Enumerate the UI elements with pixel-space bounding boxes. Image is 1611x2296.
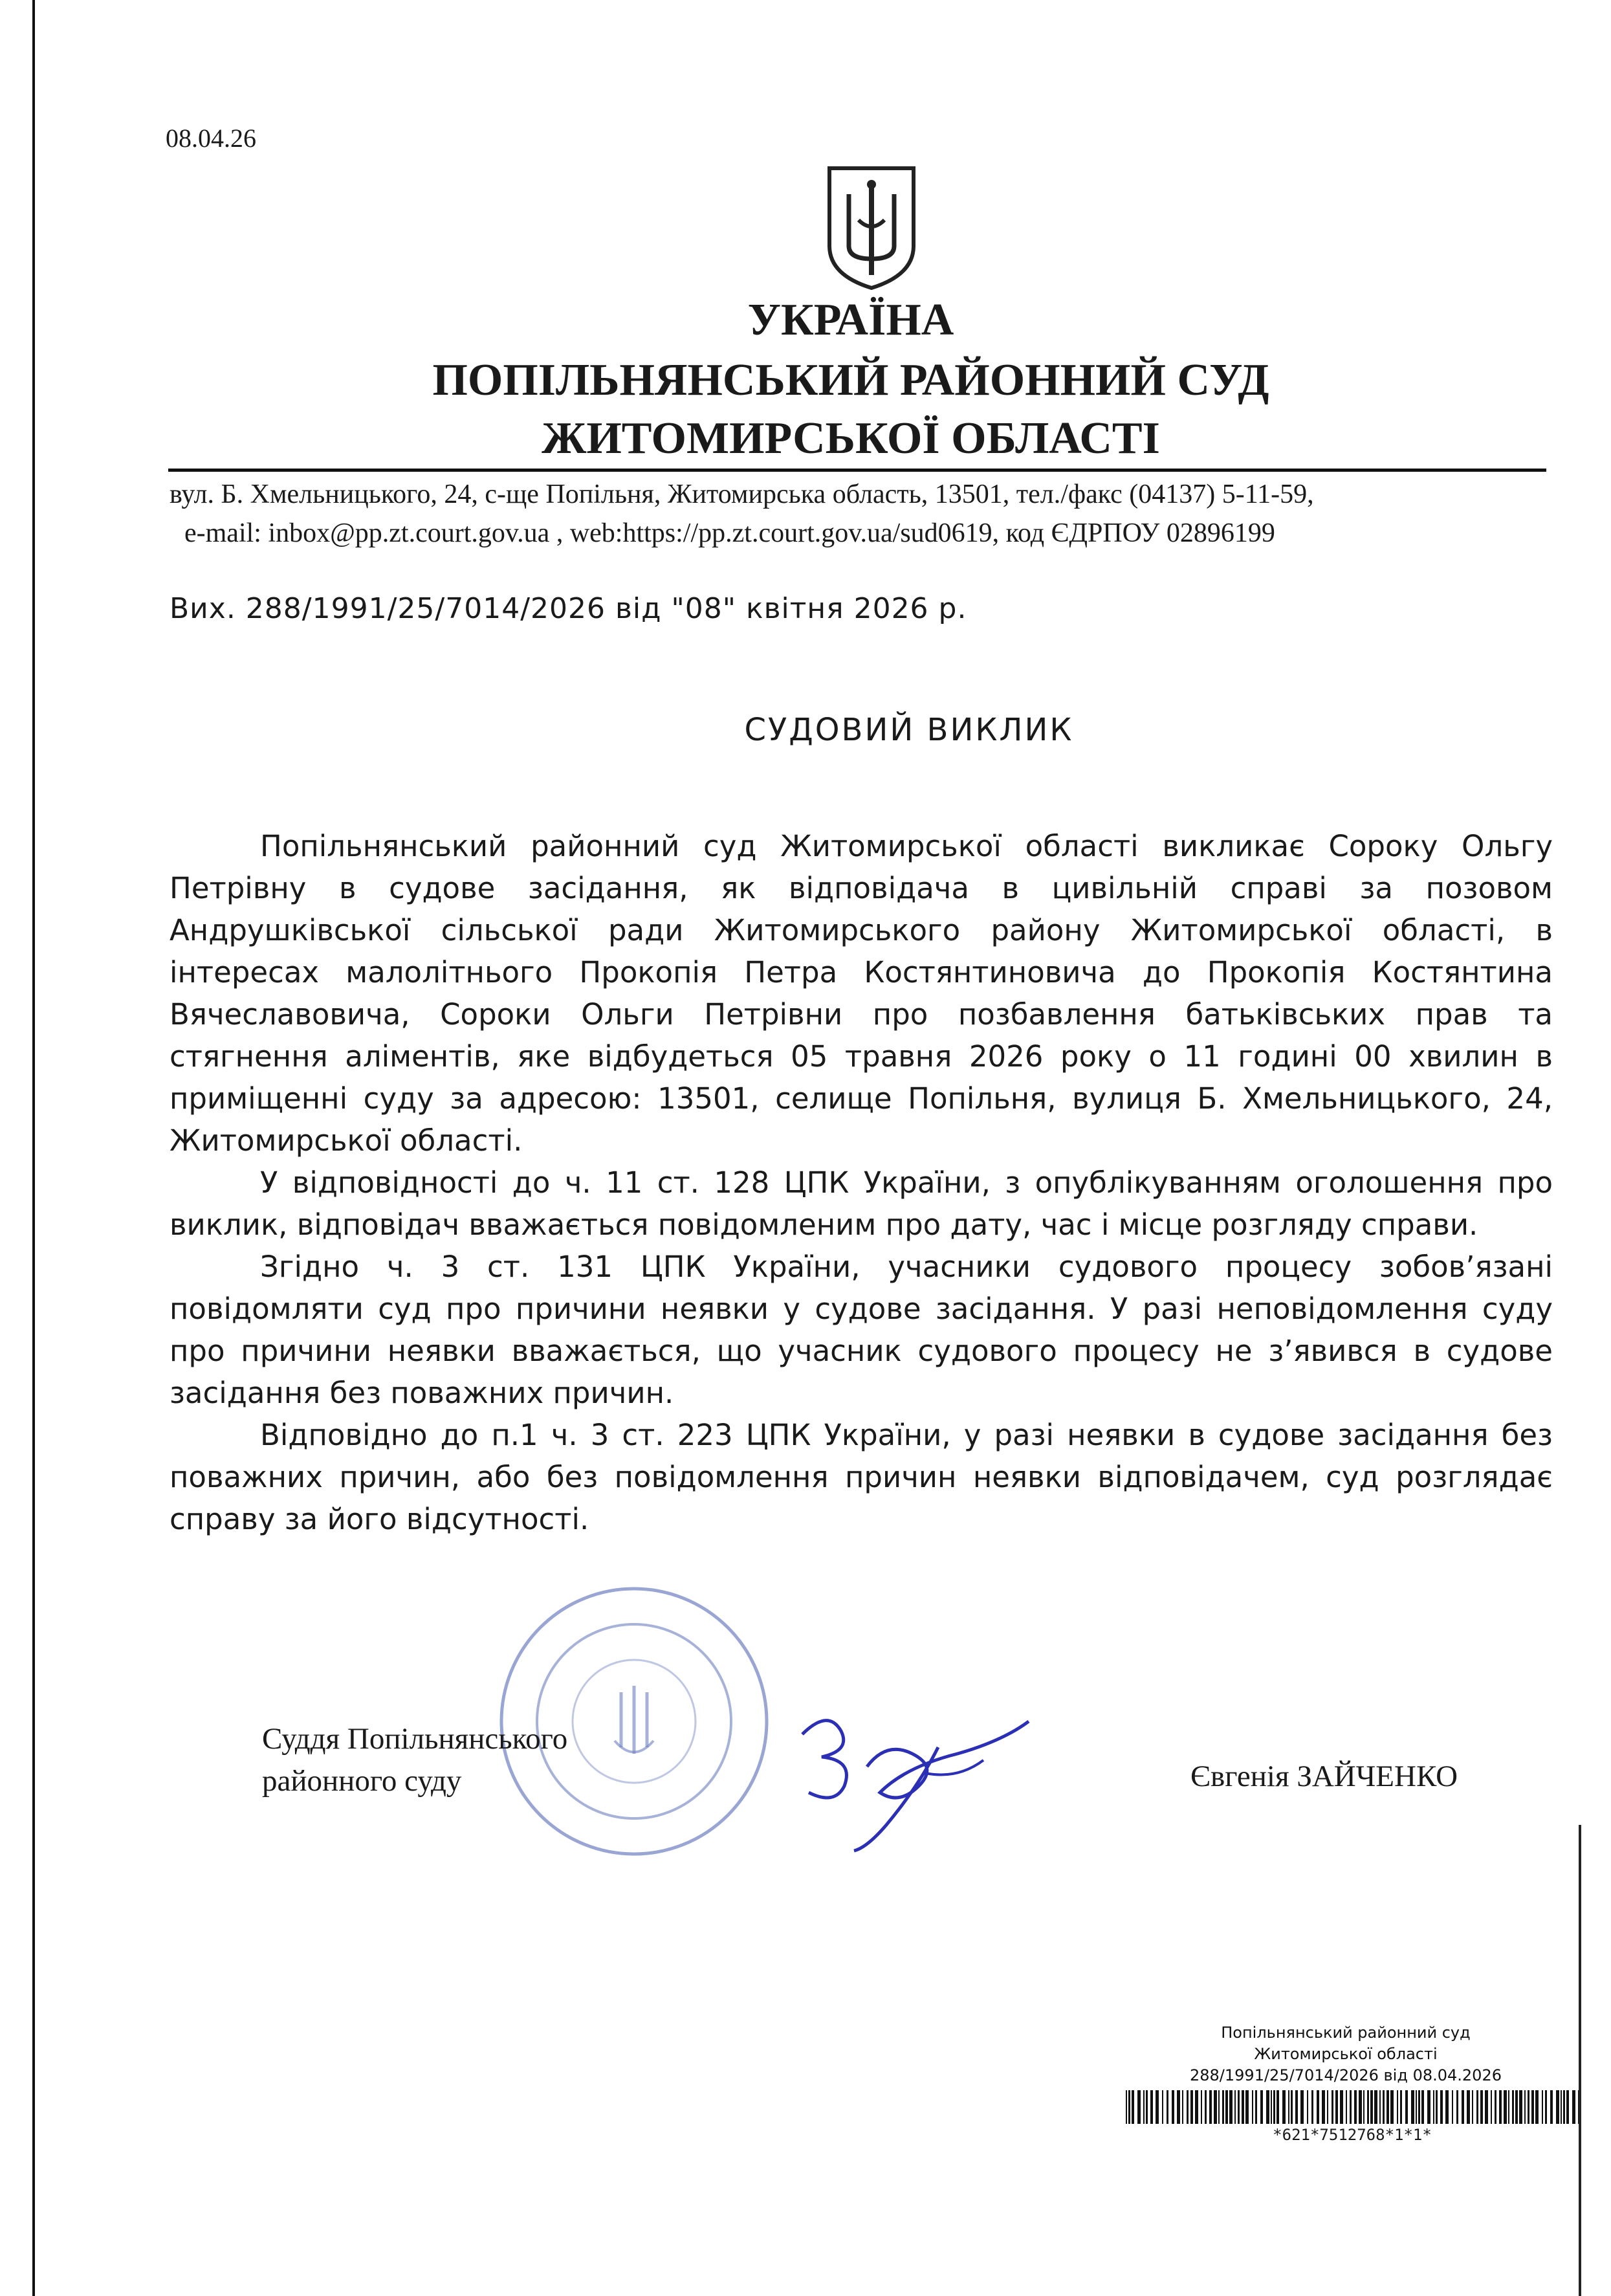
body-paragraph: Відповідно до п.1 ч. 3 ст. 223 ЦПК України, у разі неявки в судове засідання без поважних причин, або без повідомлення причин неявки відповідачем, суд розглядає справу за його відсутності. — [170, 1418, 1553, 1536]
barcode-bar — [1238, 2090, 1240, 2124]
barcode-bar — [1346, 2090, 1347, 2124]
judge-title — [262, 1718, 567, 1802]
barcode-bar — [1528, 2090, 1529, 2124]
barcode-bar — [1427, 2090, 1430, 2124]
contacts-line: e-mail: inbox@pp.zt.court.gov.ua , web:https://pp.zt.court.gov.ua/sud0619, код ЄДРПОУ 02896199 — [184, 518, 1275, 548]
barcode-bar — [1172, 2090, 1174, 2124]
barcode-bar — [1340, 2090, 1343, 2124]
barcode-bar — [1126, 2090, 1127, 2124]
barcode-bar — [1177, 2090, 1180, 2124]
body-paragraph: Попільнянський районний суд Житомирської області викликає Сороку Ольгу Петрівну в судове засідання, як відповідача в цивільній справі за позовом Андрушківської сільської ради Житомирського району Житомирської області, в інтересах малолітнього Прокопія Петра Костянтиновича до Прокопія Костянтина Вячеславовича, Сороки Ольги Петрівни про позбавлення батьківських прав та стягнення аліментів, яке відбудеться 05 травня 2026 року о 11 годині 00 хвилин в приміщенні суду за адресою: 13501, селище Попільня, вулиця Б. Хмельницького, 24, Житомирської області. — [170, 829, 1553, 1158]
barcode-bar — [1195, 2090, 1198, 2124]
barcode-bar — [1572, 2090, 1575, 2124]
trident-emblem-icon — [823, 162, 920, 291]
barcode-bar — [1556, 2090, 1559, 2124]
registration-court: Попільнянський районний суд — [1221, 2024, 1471, 2042]
barcode-bar — [1370, 2090, 1373, 2124]
barcode-bar — [1535, 2090, 1539, 2124]
barcode-bar — [1156, 2090, 1159, 2124]
barcode-bar — [1550, 2090, 1553, 2124]
barcode-bar — [1485, 2090, 1488, 2124]
barcode-bar — [1363, 2090, 1364, 2124]
barcode-bar — [1225, 2090, 1228, 2124]
barcode-bar — [1266, 2090, 1269, 2124]
barcode-bar — [1277, 2090, 1279, 2124]
barcode-bar — [1411, 2090, 1414, 2124]
barcode-bar — [1563, 2090, 1565, 2124]
barcode-bar — [1367, 2090, 1369, 2124]
barcode-bar — [1512, 2090, 1514, 2124]
barcode-bar — [1245, 2090, 1249, 2124]
barcode-bar — [1137, 2090, 1141, 2124]
barcode-bar — [1531, 2090, 1534, 2124]
address-line: вул. Б. Хмельницького, 24, с-ще Попільня, Житомирська область, 13501, тел./факс (04137) 5-11-59, — [170, 480, 1314, 509]
barcode-bar — [1146, 2090, 1148, 2124]
barcode-bar — [1421, 2090, 1424, 2124]
barcode-bar — [1436, 2090, 1438, 2124]
barcode-bar — [1418, 2090, 1420, 2124]
barcode-bar — [1322, 2090, 1325, 2124]
barcode-bar — [1252, 2090, 1253, 2124]
barcode-bar — [1182, 2090, 1183, 2124]
body-paragraph: Згідно ч. 3 ст. 131 ЦПК України, учасники судового процесу зобов’язані повідомляти суд про причини неявки у судове засідання. У разі неповідомлення суду про причини неявки вважається, що учасник судового процесу не з’явився в судове засідання без поважних причин. — [170, 1250, 1553, 1410]
barcode-bar — [1300, 2090, 1304, 2124]
barcode-bar — [1288, 2090, 1289, 2124]
barcode-bar — [1504, 2090, 1507, 2124]
barcode-bar — [1416, 2090, 1417, 2124]
barcode-bar — [1545, 2090, 1547, 2124]
barcode-bar — [1542, 2090, 1543, 2124]
barcode-bar — [1214, 2090, 1217, 2124]
barcode-bar — [1515, 2090, 1518, 2124]
scan-edge-left — [32, 0, 35, 2296]
barcode-bar — [1209, 2090, 1212, 2124]
barcode-bar — [1400, 2090, 1402, 2124]
barcode-bar — [1307, 2090, 1308, 2124]
judge-title-line: районного суду — [262, 1764, 462, 1798]
barcode-bar — [1495, 2090, 1496, 2124]
barcode-bar — [1456, 2090, 1458, 2124]
barcode-bar — [1480, 2090, 1483, 2124]
barcode-bar — [1332, 2090, 1333, 2124]
barcode-bar — [1295, 2090, 1298, 2124]
barcode-bar — [1440, 2090, 1443, 2124]
barcode-bar — [1383, 2090, 1385, 2124]
barcode-bar — [1524, 2090, 1526, 2124]
barcode-bar — [1128, 2090, 1130, 2124]
barcode-bar — [1162, 2090, 1163, 2124]
registration-block — [1126, 2022, 1566, 2086]
barcode-bar — [1317, 2090, 1319, 2124]
barcode-bar — [1467, 2090, 1470, 2124]
header-country: УКРАЇНА — [747, 295, 954, 345]
barcode-bar — [1472, 2090, 1473, 2124]
document-body — [170, 825, 1553, 1540]
barcode-bar — [1242, 2090, 1244, 2124]
body-paragraph: У відповідності до ч. 11 ст. 128 ЦПК України, з опублікуванням оголошення про виклик, відповідач вважається повідомленим про дату, час і місце розгляду справи. — [170, 1165, 1553, 1242]
barcode-bar — [1271, 2090, 1272, 2124]
barcode-bar — [1561, 2090, 1562, 2124]
barcode — [1126, 2090, 1579, 2124]
barcode-bar — [1132, 2090, 1134, 2124]
barcode-bar — [1229, 2090, 1233, 2124]
header-divider — [168, 469, 1546, 472]
barcode-bar — [1386, 2090, 1389, 2124]
barcode-bar — [1499, 2090, 1502, 2124]
barcode-bar — [1222, 2090, 1224, 2124]
barcode-bar — [1566, 2090, 1569, 2124]
barcode-bar — [1335, 2090, 1338, 2124]
registration-number: 288/1991/25/7014/2026 від 08.04.2026 — [1189, 2066, 1502, 2084]
scan-edge-right — [1579, 1825, 1581, 2296]
barcode-number: *621*7512768*1*1* — [1273, 2126, 1432, 2144]
barcode-bar — [1433, 2090, 1434, 2124]
barcode-bar — [1379, 2090, 1381, 2124]
barcode-bar — [1282, 2090, 1286, 2124]
barcode-bar — [1445, 2090, 1449, 2124]
barcode-bar — [1150, 2090, 1153, 2124]
judge-signature — [789, 1695, 1061, 1857]
judge-title-line: Суддя Попільнянського — [262, 1722, 568, 1756]
barcode-bar — [1187, 2090, 1189, 2124]
barcode-bar — [1234, 2090, 1236, 2124]
registration-region: Житомирської області — [1254, 2045, 1438, 2063]
barcode-bar — [1508, 2090, 1509, 2124]
outgoing-reference: Вих. 288/1991/25/7014/2026 від "08" квітня 2026 р. — [170, 592, 967, 625]
barcode-bar — [1190, 2090, 1193, 2124]
barcode-bar — [1359, 2090, 1362, 2124]
barcode-bar — [1167, 2090, 1168, 2124]
document-title: СУДОВИЙ ВИКЛИК — [744, 712, 1074, 748]
barcode-bar — [1476, 2090, 1478, 2124]
barcode-bar — [1311, 2090, 1313, 2124]
barcode-bar — [1205, 2090, 1207, 2124]
barcode-bar — [1255, 2090, 1257, 2124]
barcode-bar — [1350, 2090, 1352, 2124]
barcode-bar — [1491, 2090, 1492, 2124]
barcode-bar — [1405, 2090, 1408, 2124]
barcode-bar — [1291, 2090, 1293, 2124]
judge-name: Євгенія ЗАЙЧЕНКО — [1190, 1760, 1458, 1793]
barcode-bar — [1397, 2090, 1398, 2124]
barcode-bar — [1273, 2090, 1275, 2124]
barcode-bar — [1201, 2090, 1202, 2124]
barcode-bar — [1327, 2090, 1328, 2124]
barcode-bar — [1260, 2090, 1263, 2124]
barcode-bar — [1462, 2090, 1464, 2124]
barcode-bar — [1390, 2090, 1394, 2124]
header-region: ЖИТОМИРСЬКОЇ ОБЛАСТІ — [542, 414, 1160, 463]
header-court-name: ПОПІЛЬНЯНСЬКИЙ РАЙОННИЙ СУД — [432, 355, 1269, 405]
barcode-bar — [1143, 2090, 1145, 2124]
barcode-bar — [1519, 2090, 1522, 2124]
barcode-bar — [1218, 2090, 1220, 2124]
barcode-bar — [1374, 2090, 1377, 2124]
barcode-bar — [1354, 2090, 1357, 2124]
barcode-bar — [1452, 2090, 1453, 2124]
barcode-bar — [1578, 2090, 1579, 2124]
document-date: 08.04.26 — [166, 124, 256, 153]
